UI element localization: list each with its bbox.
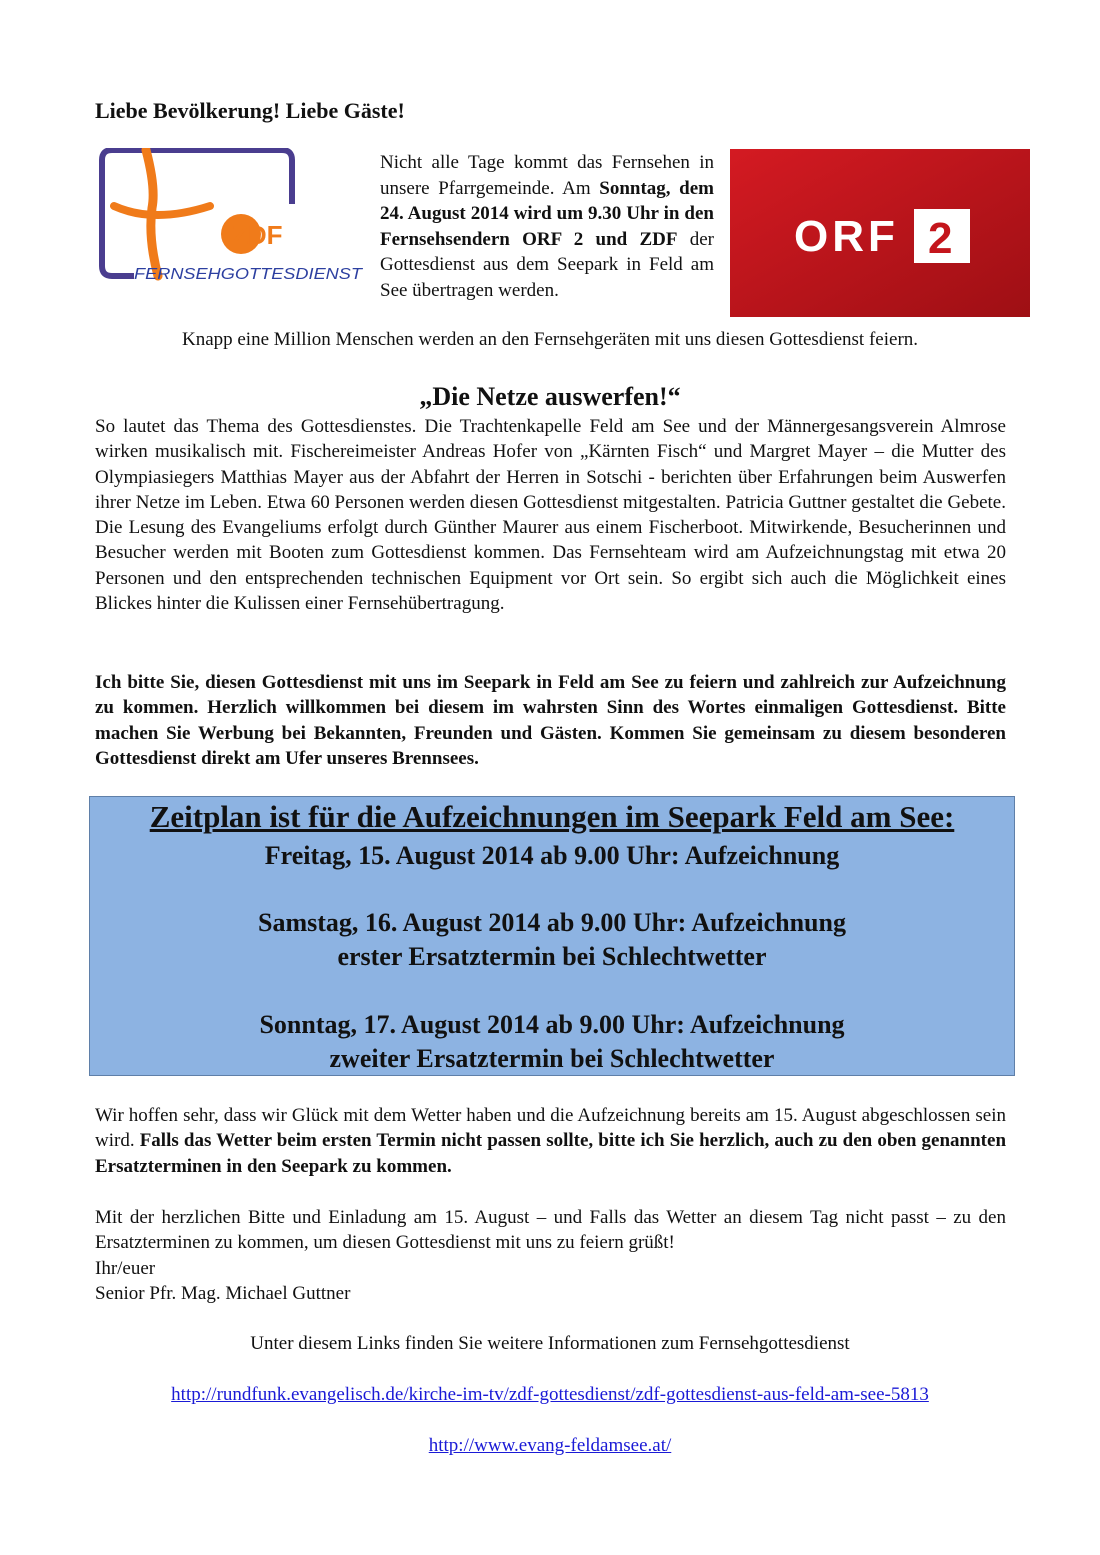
link-rundfunk[interactable]: http://rundfunk.evangelisch.de/kirche-im-tv/zdf-gottesdienst/zdf-gottesdienst-aus-feld-am-see-5813 <box>171 1384 929 1405</box>
schedule-saturday: Samstag, 16. August 2014 ab 9.00 Uhr: Aufzeichnung <box>258 908 846 937</box>
cross-horizontal-icon <box>114 206 210 215</box>
zdf-badge-text: ZDF <box>232 220 283 250</box>
schedule-sunday-note: zweiter Ersatztermin bei Schlechtwetter <box>329 1044 775 1073</box>
intro-sentence-2-start: Am <box>562 177 600 199</box>
intro-paragraph <box>380 150 714 303</box>
closing-signature: Senior Pfr. Mag. Michael Guttner <box>95 1282 351 1304</box>
weather-request: Falls das Wetter beim ersten Termin nicht passen sollte, bitte ich Sie herzlich, auch zu den oben genannten Ersatzterminen in den Seepark zu kommen. <box>95 1130 1007 1177</box>
audience-line: Knapp eine Million Menschen werden an den Fernsehgeräten mit uns diesen Gottesdienst feiern. <box>181 329 919 350</box>
schedule-box <box>89 796 1015 1076</box>
theme-paragraph: So lautet das Thema des Gottesdienstes. Die Trachtenkapelle Feld am See und der Männergesangsverein Almrose wirken musikalisch mit. Fischereimeister Andreas Hofer von „Kärnten Fisch“ und Margret Mayer – die Mutter des Olympiasiegers Matthias Mayer aus der Abfahrt der Herren in Sotschi - berichten über Erfahrungen beim Auswerfen ihrer Netze im Leben. Etwa 60 Personen werden diesen Gottesdienst mitgestalten. Patricia Guttner gestaltet die Gebete. Die Lesung des Evangeliums erfolgt durch Günther Maurer aus einem Fischerboot. Mitwirkende, Besucherinnen und Besucher werden mit Booten zum Gottesdienst kommen. Das Fernsehteam wird am Aufzeichnungstag mit etwa 20 Personen und den entsprechenden technischen Equipment vor Ort sein. So ergibt sich auch die Möglichkeit eines Blickes hinter die Kulissen einer Fernsehübertragung. <box>95 416 1006 615</box>
closing-text: Mit der herzlichen Bitte und Einladung am 15. August – und Falls das Wetter an diesem Tag nicht passt – zu den Ersatzterminen zu kommen, um diesen Gottesdienst mit uns zu feiern grüßt! <box>95 1207 1006 1254</box>
orf-logo-text: ORF <box>794 212 899 261</box>
closing-salutation: Ihr/euer <box>95 1257 156 1279</box>
greeting-heading: Liebe Bevölkerung! Liebe Gäste! <box>95 98 405 123</box>
link-evang-feldamsee[interactable]: http://www.evang-feldamsee.at/ <box>428 1435 672 1456</box>
schedule-heading: Zeitplan ist für die Aufzeichnungen im Seepark Feld am See: <box>149 799 955 834</box>
orf-logo-number: 2 <box>928 214 953 263</box>
closing-block <box>95 1205 1006 1306</box>
intro-sentence-1: Nicht alle Tage kommt das Fernsehen in unsere Pfarrgemeinde. <box>380 152 714 199</box>
orf2-logo <box>730 149 1030 317</box>
weather-text: Wir hoffen sehr, dass wir Glück mit dem Wetter haben und die Aufzeichnung bereits am 15. August abgeschlossen sein wird. <box>95 1105 1006 1152</box>
schedule-friday: Freitag, 15. August 2014 ab 9.00 Uhr: Aufzeichnung <box>264 841 840 870</box>
intro-sentence-2-end: der Gottesdienst aus dem Seepark in Feld am See übertragen werden. <box>380 228 714 301</box>
schedule-sunday: Sonntag, 17. August 2014 ab 9.00 Uhr: Aufzeichnung <box>259 1010 845 1039</box>
links-intro: Unter diesem Links finden Sie weitere Informationen zum Fernsehgottesdienst <box>250 1333 850 1354</box>
schedule-saturday-note: erster Ersatztermin bei Schlechtwetter <box>337 942 767 971</box>
intro-broadcast-details: Sonntag, dem 24. August 2014 wird um 9.30 Uhr in den Fernsehsendern ORF 2 und ZDF <box>380 177 715 250</box>
zdf-logo-caption: FERNSEHGOTTESDIENST <box>134 266 364 283</box>
invitation-paragraph: Ich bitte Sie, diesen Gottesdienst mit uns im Seepark in Feld am See zu feiern und zahlreich zur Aufzeichnung zu kommen. Herzlich willkommen bei diesem im wahrsten Sinn des Wortes einmaligen Gottesdienst. Bitte machen Sie Werbung bei Bekannten, Freunden und Gästen. Kommen Sie gemeinsam zu diesem besonderen Gottesdienst direkt am Ufer unseres Brennsees. <box>95 672 1006 769</box>
weather-paragraph <box>95 1103 1006 1179</box>
theme-title: „Die Netze auswerfen!“ <box>419 382 681 411</box>
logo-frame-bottom <box>102 248 134 276</box>
zdf-fernsehgottesdienst-logo <box>94 148 366 288</box>
